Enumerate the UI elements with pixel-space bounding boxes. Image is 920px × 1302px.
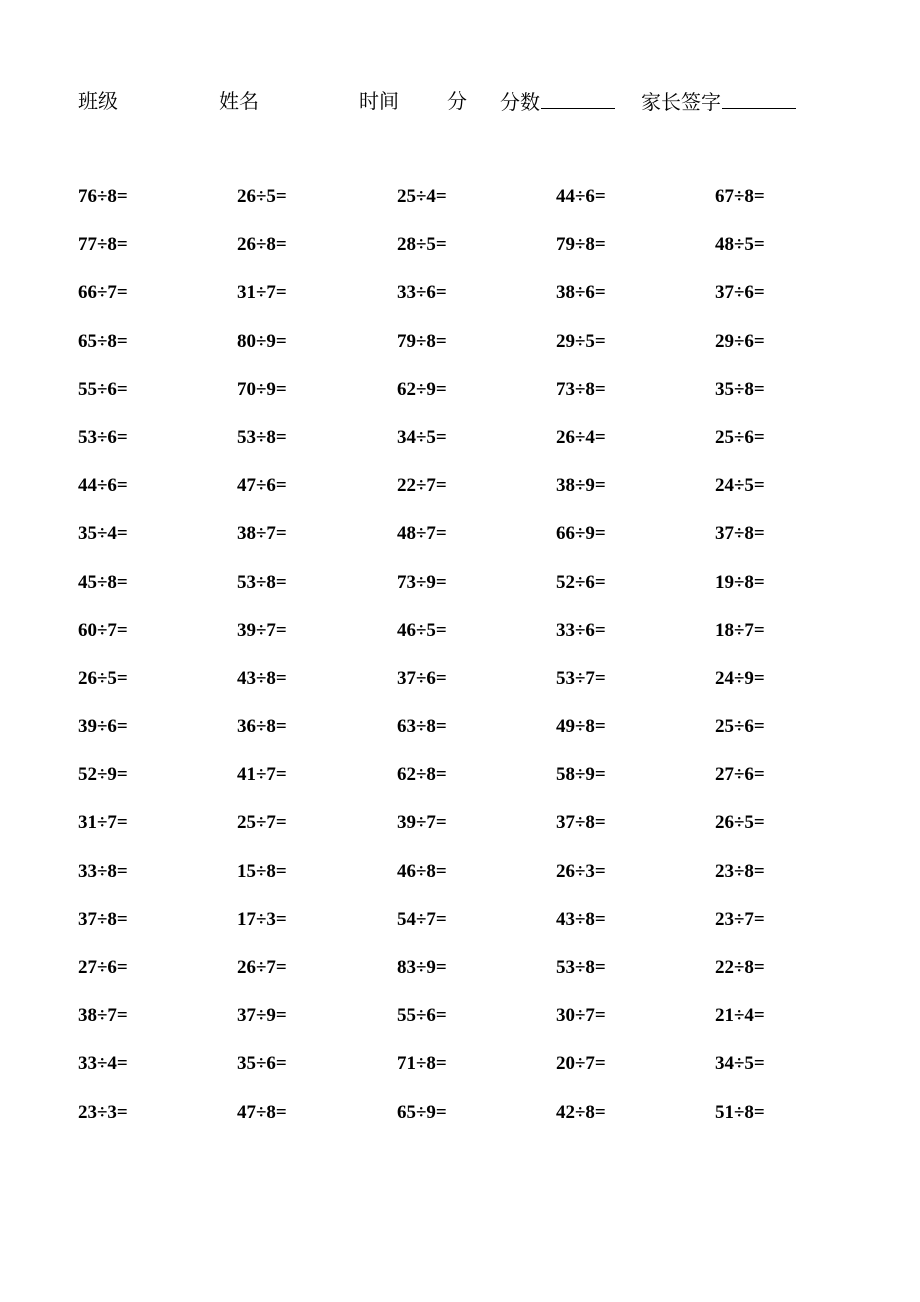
- problem-row: [0, 182, 920, 230]
- problem-row: [0, 278, 920, 326]
- division-problem: 52÷9=: [78, 764, 128, 786]
- division-problem: 27÷6=: [715, 764, 765, 786]
- division-problem: 28÷5=: [397, 234, 447, 256]
- division-problem: 37÷9=: [237, 1005, 287, 1027]
- division-problem: 31÷7=: [78, 812, 128, 834]
- division-problem: 25÷6=: [715, 426, 765, 448]
- division-problem: 33÷4=: [78, 1053, 128, 1075]
- division-problem: 48÷7=: [397, 523, 447, 545]
- division-problem: 33÷6=: [556, 619, 606, 641]
- problem-row: [0, 1001, 920, 1049]
- division-problem: 34÷5=: [397, 426, 447, 448]
- division-problem: 70÷9=: [237, 378, 287, 400]
- division-problem: 25÷7=: [237, 812, 287, 834]
- problem-row: [0, 616, 920, 664]
- division-problem: 47÷8=: [237, 1101, 287, 1123]
- division-problem: 25÷6=: [715, 716, 765, 738]
- division-problem: 39÷6=: [78, 716, 128, 738]
- division-problem: 62÷8=: [397, 764, 447, 786]
- division-problem: 80÷9=: [237, 330, 287, 352]
- division-problem: 42÷8=: [556, 1101, 606, 1123]
- name-label: 姓名: [219, 89, 259, 113]
- division-problem: 23÷3=: [78, 1101, 128, 1123]
- division-problem: 79÷8=: [556, 234, 606, 256]
- problem-grid: [0, 182, 920, 1146]
- problem-row: [0, 808, 920, 856]
- problem-row: [0, 905, 920, 953]
- division-problem: 53÷7=: [556, 667, 606, 689]
- division-problem: 20÷7=: [556, 1053, 606, 1075]
- division-problem: 26÷8=: [237, 234, 287, 256]
- division-problem: 38÷9=: [556, 475, 606, 497]
- division-problem: 29÷5=: [556, 330, 606, 352]
- division-problem: 77÷8=: [78, 234, 128, 256]
- division-problem: 73÷9=: [397, 571, 447, 593]
- division-problem: 38÷6=: [556, 282, 606, 304]
- division-problem: 33÷6=: [397, 282, 447, 304]
- division-problem: 23÷7=: [715, 908, 765, 930]
- division-problem: 54÷7=: [397, 908, 447, 930]
- division-problem: 34÷5=: [715, 1053, 765, 1075]
- worksheet-header: [0, 86, 920, 116]
- division-problem: 44÷6=: [78, 475, 128, 497]
- division-problem: 29÷6=: [715, 330, 765, 352]
- minute-label: 分: [447, 89, 467, 113]
- division-problem: 21÷4=: [715, 1005, 765, 1027]
- division-problem: 37÷6=: [397, 667, 447, 689]
- division-problem: 26÷5=: [78, 667, 128, 689]
- division-problem: 26÷4=: [556, 426, 606, 448]
- division-problem: 25÷4=: [397, 186, 447, 207]
- division-problem: 76÷8=: [78, 186, 128, 207]
- division-problem: 53÷8=: [237, 571, 287, 593]
- division-problem: 52÷6=: [556, 571, 606, 593]
- score-field: [500, 86, 615, 117]
- division-problem: 22÷8=: [715, 957, 765, 978]
- problem-row: [0, 857, 920, 905]
- division-problem: 26÷7=: [237, 957, 287, 978]
- parent-signature-label: 家长签字: [641, 90, 721, 114]
- parent-signature-blank-line[interactable]: [722, 86, 796, 109]
- division-problem: 47÷6=: [237, 475, 287, 497]
- division-problem: 53÷8=: [237, 426, 287, 448]
- division-problem: 83÷9=: [397, 957, 447, 978]
- division-problem: 26÷3=: [556, 860, 606, 882]
- division-problem: 67÷8=: [715, 186, 765, 207]
- division-problem: 37÷8=: [715, 523, 765, 545]
- division-problem: 37÷6=: [715, 282, 765, 304]
- division-problem: 31÷7=: [237, 282, 287, 304]
- problem-row: [0, 327, 920, 375]
- division-problem: 18÷7=: [715, 619, 765, 641]
- division-problem: 23÷8=: [715, 860, 765, 882]
- division-problem: 79÷8=: [397, 330, 447, 352]
- division-problem: 36÷8=: [237, 716, 287, 738]
- division-problem: 53÷8=: [556, 957, 606, 978]
- division-problem: 35÷8=: [715, 378, 765, 400]
- division-problem: 19÷8=: [715, 571, 765, 593]
- division-problem: 43÷8=: [237, 667, 287, 689]
- problem-row: [0, 375, 920, 423]
- division-problem: 65÷8=: [78, 330, 128, 352]
- division-problem: 35÷6=: [237, 1053, 287, 1075]
- division-problem: 38÷7=: [78, 1005, 128, 1027]
- division-problem: 30÷7=: [556, 1005, 606, 1027]
- division-problem: 48÷5=: [715, 234, 765, 256]
- division-problem: 55÷6=: [397, 1005, 447, 1027]
- division-problem: 22÷7=: [397, 475, 447, 497]
- division-problem: 27÷6=: [78, 957, 128, 978]
- division-problem: 37÷8=: [78, 908, 128, 930]
- division-problem: 39÷7=: [397, 812, 447, 834]
- problem-row: [0, 423, 920, 471]
- problem-row: [0, 1049, 920, 1097]
- division-problem: 33÷8=: [78, 860, 128, 882]
- division-problem: 43÷8=: [556, 908, 606, 930]
- division-problem: 15÷8=: [237, 860, 287, 882]
- parent-signature-field: [641, 86, 796, 117]
- score-label: 分数: [500, 90, 540, 114]
- division-problem: 39÷7=: [237, 619, 287, 641]
- division-problem: 41÷7=: [237, 764, 287, 786]
- division-problem: 58÷9=: [556, 764, 606, 786]
- division-problem: 44÷6=: [556, 186, 606, 207]
- problem-row: [0, 664, 920, 712]
- division-problem: 55÷6=: [78, 378, 128, 400]
- problem-row: [0, 568, 920, 616]
- division-problem: 49÷8=: [556, 716, 606, 738]
- division-problem: 66÷9=: [556, 523, 606, 545]
- division-problem: 60÷7=: [78, 619, 128, 641]
- problem-row: [0, 712, 920, 760]
- problem-row: [0, 230, 920, 278]
- division-problem: 37÷8=: [556, 812, 606, 834]
- division-problem: 24÷9=: [715, 667, 765, 689]
- problem-row: [0, 760, 920, 808]
- division-problem: 45÷8=: [78, 571, 128, 593]
- division-problem: 46÷8=: [397, 860, 447, 882]
- class-label: 班级: [78, 89, 118, 113]
- division-problem: 62÷9=: [397, 378, 447, 400]
- division-problem: 38÷7=: [237, 523, 287, 545]
- division-problem: 46÷5=: [397, 619, 447, 641]
- score-blank-line[interactable]: [541, 86, 615, 109]
- problem-row: [0, 953, 920, 1001]
- division-problem: 66÷7=: [78, 282, 128, 304]
- division-problem: 65÷9=: [397, 1101, 447, 1123]
- division-problem: 51÷8=: [715, 1101, 765, 1123]
- division-problem: 26÷5=: [237, 186, 287, 207]
- division-problem: 24÷5=: [715, 475, 765, 497]
- time-label: 时间: [359, 89, 399, 113]
- division-problem: 53÷6=: [78, 426, 128, 448]
- division-problem: 63÷8=: [397, 716, 447, 738]
- division-problem: 17÷3=: [237, 908, 287, 930]
- problem-row: [0, 1098, 920, 1146]
- division-problem: 71÷8=: [397, 1053, 447, 1075]
- division-problem: 35÷4=: [78, 523, 128, 545]
- division-problem: 26÷5=: [715, 812, 765, 834]
- problem-row: [0, 471, 920, 519]
- division-problem: 73÷8=: [556, 378, 606, 400]
- problem-row: [0, 519, 920, 567]
